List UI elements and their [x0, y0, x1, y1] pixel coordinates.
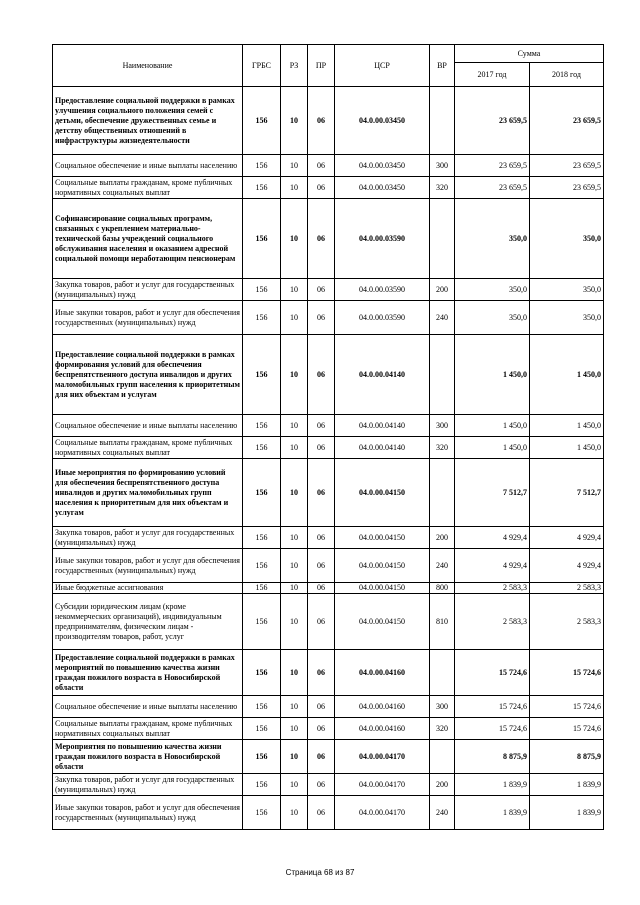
row-sum-2018: 23 659,5 — [530, 87, 604, 155]
row-name: Предоставление социальной поддержки в рамках улучшения социального положения семей с детьми, обеспечение дружественных семье и детству общественных отношений в инфраструктуры жизнедеятельности — [53, 87, 243, 155]
row-csr: 04.0.00.04170 — [335, 740, 430, 774]
row-pr: 06 — [308, 177, 335, 199]
row-sum-2018: 1 450,0 — [530, 335, 604, 415]
row-vr — [430, 199, 455, 279]
row-name: Иные мероприятия по формированию условий для обеспечения беспрепятственного доступа инвалидов и других маломобильных групп населения к приоритетным для них объектам и услугам — [53, 459, 243, 527]
row-csr: 04.0.00.03450 — [335, 87, 430, 155]
row-pr: 06 — [308, 774, 335, 796]
row-grbs: 156 — [243, 527, 281, 549]
row-csr: 04.0.00.03590 — [335, 199, 430, 279]
row-pr: 06 — [308, 696, 335, 718]
table-body — [53, 87, 604, 830]
row-pr: 06 — [308, 415, 335, 437]
header-rz: РЗ — [281, 45, 308, 87]
row-sum-2017: 23 659,5 — [455, 177, 530, 199]
row-grbs: 156 — [243, 415, 281, 437]
row-grbs: 156 — [243, 87, 281, 155]
table-row — [53, 650, 604, 696]
row-sum-2017: 15 724,6 — [455, 696, 530, 718]
row-name: Субсидии юридическим лицам (кроме некоммерческих организаций), индивидуальным предпринимателям, физическим лицам - производителям товаров, работ, услуг — [53, 594, 243, 650]
table-row — [53, 87, 604, 155]
row-rz: 10 — [281, 199, 308, 279]
row-rz: 10 — [281, 155, 308, 177]
row-name: Закупка товаров, работ и услуг для государственных (муниципальных) нужд — [53, 774, 243, 796]
row-sum-2017: 23 659,5 — [455, 155, 530, 177]
row-csr: 04.0.00.04150 — [335, 549, 430, 583]
row-rz: 10 — [281, 87, 308, 155]
row-grbs: 156 — [243, 583, 281, 594]
row-csr: 04.0.00.04160 — [335, 718, 430, 740]
row-rz: 10 — [281, 527, 308, 549]
table-row — [53, 549, 604, 583]
row-sum-2018: 23 659,5 — [530, 177, 604, 199]
table-row — [53, 740, 604, 774]
row-sum-2018: 4 929,4 — [530, 549, 604, 583]
row-grbs: 156 — [243, 155, 281, 177]
row-csr: 04.0.00.04170 — [335, 774, 430, 796]
row-sum-2017: 8 875,9 — [455, 740, 530, 774]
row-sum-2018: 1 839,9 — [530, 796, 604, 830]
table-row — [53, 459, 604, 527]
row-sum-2017: 4 929,4 — [455, 549, 530, 583]
row-name: Социальные выплаты гражданам, кроме публичных нормативных социальных выплат — [53, 718, 243, 740]
row-sum-2017: 7 512,7 — [455, 459, 530, 527]
row-vr — [430, 459, 455, 527]
row-sum-2018: 1 450,0 — [530, 415, 604, 437]
header-sum: Сумма — [455, 45, 604, 63]
row-sum-2018: 2 583,3 — [530, 594, 604, 650]
row-sum-2017: 15 724,6 — [455, 650, 530, 696]
row-rz: 10 — [281, 774, 308, 796]
header-csr: ЦСР — [335, 45, 430, 87]
row-sum-2017: 1 450,0 — [455, 437, 530, 459]
row-grbs: 156 — [243, 796, 281, 830]
row-csr: 04.0.00.04160 — [335, 650, 430, 696]
row-vr: 300 — [430, 155, 455, 177]
row-sum-2017: 1 450,0 — [455, 415, 530, 437]
row-sum-2018: 15 724,6 — [530, 650, 604, 696]
row-rz: 10 — [281, 437, 308, 459]
row-grbs: 156 — [243, 437, 281, 459]
row-sum-2017: 1 839,9 — [455, 796, 530, 830]
row-csr: 04.0.00.04140 — [335, 437, 430, 459]
row-sum-2017: 350,0 — [455, 301, 530, 335]
table-row — [53, 718, 604, 740]
row-vr: 300 — [430, 696, 455, 718]
row-rz: 10 — [281, 583, 308, 594]
row-pr: 06 — [308, 718, 335, 740]
table-row — [53, 527, 604, 549]
row-rz: 10 — [281, 718, 308, 740]
row-pr: 06 — [308, 335, 335, 415]
row-name: Мероприятия по повышению качества жизни граждан пожилого возраста в Новосибирской области — [53, 740, 243, 774]
row-pr: 06 — [308, 459, 335, 527]
header-row — [53, 45, 604, 63]
row-rz: 10 — [281, 740, 308, 774]
header-year-2018: 2018 год — [530, 63, 604, 87]
row-csr: 04.0.00.03590 — [335, 279, 430, 301]
row-grbs: 156 — [243, 177, 281, 199]
row-vr: 240 — [430, 301, 455, 335]
row-grbs: 156 — [243, 718, 281, 740]
row-sum-2018: 2 583,3 — [530, 583, 604, 594]
row-sum-2017: 15 724,6 — [455, 718, 530, 740]
row-csr: 04.0.00.03590 — [335, 301, 430, 335]
row-name: Социальное обеспечение и иные выплаты населению — [53, 696, 243, 718]
row-vr: 800 — [430, 583, 455, 594]
row-sum-2017: 1 839,9 — [455, 774, 530, 796]
row-name: Иные закупки товаров, работ и услуг для обеспечения государственных (муниципальных) нужд — [53, 796, 243, 830]
header-vr: ВР — [430, 45, 455, 87]
row-grbs: 156 — [243, 335, 281, 415]
row-pr: 06 — [308, 740, 335, 774]
row-vr — [430, 650, 455, 696]
row-grbs: 156 — [243, 301, 281, 335]
page-number: Страница 68 из 87 — [285, 868, 355, 877]
table-row — [53, 279, 604, 301]
row-csr: 04.0.00.04150 — [335, 594, 430, 650]
row-sum-2018: 350,0 — [530, 199, 604, 279]
row-pr: 06 — [308, 583, 335, 594]
row-vr: 320 — [430, 437, 455, 459]
row-sum-2018: 7 512,7 — [530, 459, 604, 527]
row-pr: 06 — [308, 87, 335, 155]
row-rz: 10 — [281, 696, 308, 718]
row-vr: 810 — [430, 594, 455, 650]
header-name: Наименование — [53, 45, 243, 87]
row-pr: 06 — [308, 155, 335, 177]
row-pr: 06 — [308, 199, 335, 279]
row-csr: 04.0.00.04160 — [335, 696, 430, 718]
row-vr — [430, 740, 455, 774]
row-name: Предоставление социальной поддержки в рамках формирования условий для обеспечения беспрепятственного доступа инвалидов и других маломобильных групп населения к приоритетным для них объектам и услугам — [53, 335, 243, 415]
row-sum-2018: 4 929,4 — [530, 527, 604, 549]
row-sum-2017: 23 659,5 — [455, 87, 530, 155]
row-name: Социальные выплаты гражданам, кроме публичных нормативных социальных выплат — [53, 177, 243, 199]
row-rz: 10 — [281, 549, 308, 583]
row-name: Иные закупки товаров, работ и услуг для обеспечения государственных (муниципальных) нужд — [53, 301, 243, 335]
row-sum-2017: 350,0 — [455, 279, 530, 301]
row-sum-2018: 350,0 — [530, 301, 604, 335]
row-sum-2017: 2 583,3 — [455, 583, 530, 594]
row-vr: 200 — [430, 279, 455, 301]
row-name: Социальное обеспечение и иные выплаты населению — [53, 155, 243, 177]
row-vr: 320 — [430, 718, 455, 740]
row-sum-2018: 1 839,9 — [530, 774, 604, 796]
row-grbs: 156 — [243, 459, 281, 527]
row-vr — [430, 335, 455, 415]
row-csr: 04.0.00.04150 — [335, 583, 430, 594]
row-csr: 04.0.00.04140 — [335, 415, 430, 437]
row-vr — [430, 87, 455, 155]
header-grbs: ГРБС — [243, 45, 281, 87]
row-grbs: 156 — [243, 549, 281, 583]
row-rz: 10 — [281, 459, 308, 527]
row-csr: 04.0.00.04140 — [335, 335, 430, 415]
row-rz: 10 — [281, 796, 308, 830]
row-pr: 06 — [308, 527, 335, 549]
table-row — [53, 301, 604, 335]
row-csr: 04.0.00.03450 — [335, 177, 430, 199]
row-sum-2017: 1 450,0 — [455, 335, 530, 415]
row-rz: 10 — [281, 594, 308, 650]
row-name: Предоставление социальной поддержки в рамках мероприятий по повышению качества жизни граждан пожилого возраста в Новосибирской области — [53, 650, 243, 696]
table-row — [53, 155, 604, 177]
row-name: Закупка товаров, работ и услуг для государственных (муниципальных) нужд — [53, 279, 243, 301]
row-grbs: 156 — [243, 774, 281, 796]
row-sum-2018: 23 659,5 — [530, 155, 604, 177]
row-pr: 06 — [308, 650, 335, 696]
row-rz: 10 — [281, 650, 308, 696]
row-name: Закупка товаров, работ и услуг для государственных (муниципальных) нужд — [53, 527, 243, 549]
table-row — [53, 335, 604, 415]
row-grbs: 156 — [243, 594, 281, 650]
row-pr: 06 — [308, 301, 335, 335]
row-vr: 200 — [430, 527, 455, 549]
row-grbs: 156 — [243, 696, 281, 718]
row-grbs: 156 — [243, 199, 281, 279]
row-grbs: 156 — [243, 740, 281, 774]
row-rz: 10 — [281, 415, 308, 437]
row-vr: 320 — [430, 177, 455, 199]
row-sum-2018: 15 724,6 — [530, 718, 604, 740]
row-csr: 04.0.00.04150 — [335, 527, 430, 549]
row-grbs: 156 — [243, 650, 281, 696]
row-sum-2017: 2 583,3 — [455, 594, 530, 650]
row-vr: 200 — [430, 774, 455, 796]
table-row — [53, 177, 604, 199]
row-sum-2018: 350,0 — [530, 279, 604, 301]
row-grbs: 156 — [243, 279, 281, 301]
table-row — [53, 594, 604, 650]
row-pr: 06 — [308, 594, 335, 650]
row-name: Социальное обеспечение и иные выплаты населению — [53, 415, 243, 437]
table-row — [53, 199, 604, 279]
row-sum-2017: 350,0 — [455, 199, 530, 279]
row-vr: 240 — [430, 796, 455, 830]
table-row — [53, 583, 604, 594]
row-pr: 06 — [308, 796, 335, 830]
header-year-2017: 2017 год — [455, 63, 530, 87]
row-rz: 10 — [281, 279, 308, 301]
row-csr: 04.0.00.04170 — [335, 796, 430, 830]
row-vr: 240 — [430, 549, 455, 583]
table-row — [53, 774, 604, 796]
table-row — [53, 696, 604, 718]
header-pr: ПР — [308, 45, 335, 87]
table-row — [53, 796, 604, 830]
table-row — [53, 437, 604, 459]
row-sum-2018: 8 875,9 — [530, 740, 604, 774]
row-csr: 04.0.00.04150 — [335, 459, 430, 527]
row-name: Иные бюджетные ассигнования — [53, 583, 243, 594]
row-pr: 06 — [308, 279, 335, 301]
row-sum-2017: 4 929,4 — [455, 527, 530, 549]
row-rz: 10 — [281, 177, 308, 199]
row-pr: 06 — [308, 549, 335, 583]
row-rz: 10 — [281, 335, 308, 415]
row-rz: 10 — [281, 301, 308, 335]
row-name: Социальные выплаты гражданам, кроме публичных нормативных социальных выплат — [53, 437, 243, 459]
table-row — [53, 415, 604, 437]
row-name: Иные закупки товаров, работ и услуг для обеспечения государственных (муниципальных) нужд — [53, 549, 243, 583]
row-sum-2018: 1 450,0 — [530, 437, 604, 459]
budget-table — [52, 44, 604, 830]
row-sum-2018: 15 724,6 — [530, 696, 604, 718]
row-name: Софинансирование социальных программ, связанных с укреплением материально-технической базы учреждений социального обслуживания населения и оказанием адресной социальной помощи неработающим пенсионерам — [53, 199, 243, 279]
row-vr: 300 — [430, 415, 455, 437]
row-pr: 06 — [308, 437, 335, 459]
row-csr: 04.0.00.03450 — [335, 155, 430, 177]
